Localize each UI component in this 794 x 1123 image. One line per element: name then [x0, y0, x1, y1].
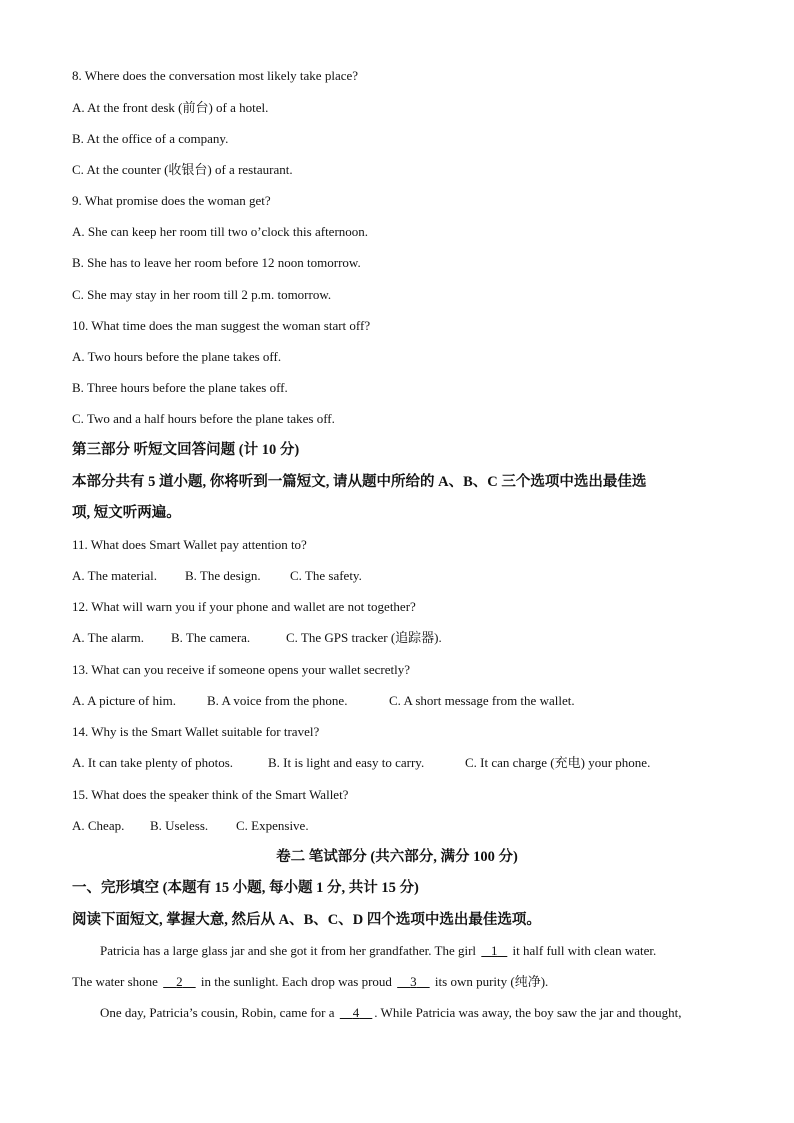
option-8b: B. At the office of a company. [72, 131, 229, 146]
option-15c: C. Expensive. [236, 818, 309, 833]
option-13b: B. A voice from the phone. [207, 693, 348, 708]
option-15a: A. Cheap. [72, 818, 125, 833]
blank-4[interactable]: 4 [352, 1005, 360, 1020]
passage-line-2: The water shone 2 in the sunlight. Each drop was proud 3 its own purity (纯净). [72, 974, 549, 989]
options-15 [72, 818, 309, 834]
option-14c: C. It can charge (充电) your phone. [465, 755, 651, 770]
question-11: 11. What does Smart Wallet pay attention to? [72, 537, 307, 552]
option-9a: A. She can keep her room till two o’clock this afternoon. [72, 224, 369, 239]
option-8c: C. At the counter (收银台) of a restaurant. [72, 162, 293, 177]
option-15b: B. Useless. [150, 818, 209, 833]
option-8a: A. At the front desk (前台) of a hotel. [72, 100, 269, 115]
option-10c: C. Two and a half hours before the plane takes off. [72, 411, 335, 426]
option-14a: A. It can take plenty of photos. [72, 755, 234, 770]
option-11c: C. The safety. [290, 568, 362, 583]
blank-2[interactable]: 2 [176, 974, 183, 989]
section1-title: 一、完形填空 (本题有 15 小题, 每小题 1 分, 共计 15 分) [72, 880, 419, 896]
option-12b: B. The camera. [171, 630, 251, 645]
volume2-title: 卷二 笔试部分 (共六部分, 满分 100 分) [276, 849, 518, 865]
options-13 [72, 693, 575, 709]
option-13c: C. A short message from the wallet. [389, 693, 575, 708]
options-12 [72, 630, 442, 646]
option-14b: B. It is light and easy to carry. [268, 755, 425, 770]
part3-instructions-1: 本部分共有 5 道小题, 你将听到一篇短文, 请从题中所给的 A、B、C 三个选项中选出最佳选 [72, 474, 647, 490]
option-13a: A. A picture of him. [72, 693, 176, 708]
section1-instructions: 阅读下面短文, 掌握大意, 然后从 A、B、C、D 四个选项中选出最佳选项。 [72, 912, 541, 928]
blank-3[interactable]: 3 [410, 974, 417, 989]
blank-1[interactable]: 1 [491, 943, 498, 958]
question-15: 15. What does the speaker think of the Smart Wallet? [72, 787, 349, 802]
option-12a: A. The alarm. [72, 630, 144, 645]
option-12c: C. The GPS tracker (追踪器). [286, 630, 442, 645]
passage-line-3: One day, Patricia’s cousin, Robin, came for a 4 . While Patricia was away, the boy saw the jar and thought, [100, 1005, 682, 1020]
option-9b: B. She has to leave her room before 12 noon tomorrow. [72, 255, 361, 270]
option-9c: C. She may stay in her room till 2 p.m. tomorrow. [72, 287, 332, 302]
option-10a: A. Two hours before the plane takes off. [72, 349, 282, 364]
part3-title: 第三部分 听短文回答问题 (计 10 分) [72, 442, 300, 458]
part3-instructions-2: 项, 短文听两遍。 [72, 505, 181, 521]
options-14 [72, 755, 650, 771]
options-11 [72, 568, 362, 584]
question-9: 9. What promise does the woman get? [72, 193, 271, 208]
question-13: 13. What can you receive if someone opens your wallet secretly? [72, 662, 410, 677]
passage-line-1: Patricia has a large glass jar and she got it from her grandfather. The girl 1 it half full with clean water. [100, 943, 657, 958]
option-11a: A. The material. [72, 568, 157, 583]
question-14: 14. Why is the Smart Wallet suitable for travel? [72, 724, 320, 739]
option-11b: B. The design. [185, 568, 261, 583]
question-10: 10. What time does the man suggest the woman start off? [72, 318, 371, 333]
question-8: 8. Where does the conversation most likely take place? [72, 68, 359, 83]
question-12: 12. What will warn you if your phone and wallet are not together? [72, 599, 416, 614]
option-10b: B. Three hours before the plane takes off. [72, 380, 288, 395]
